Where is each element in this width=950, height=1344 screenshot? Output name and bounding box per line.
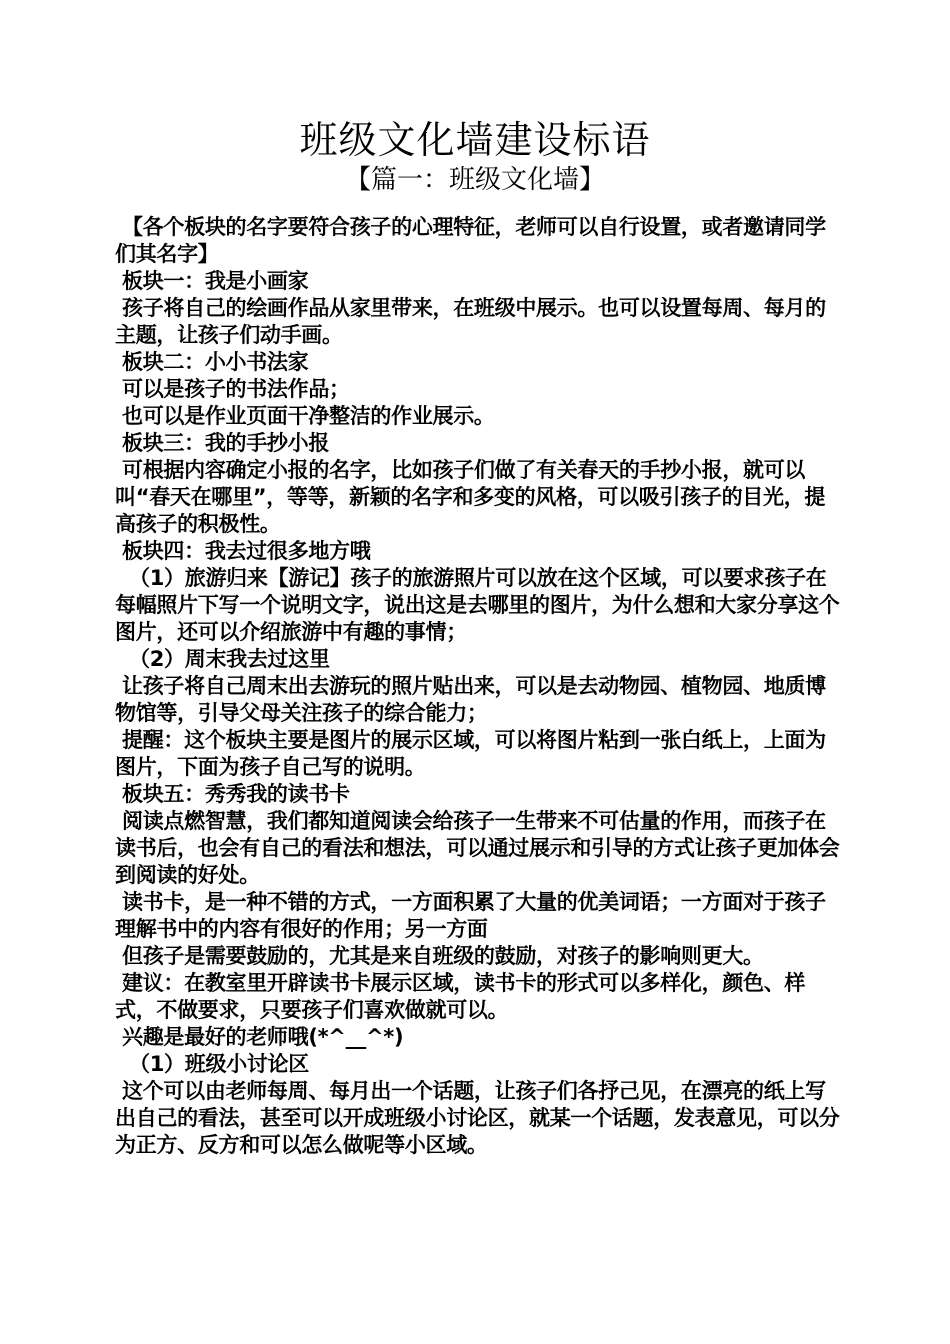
- body-paragraph: 板块五：秀秀我的读书卡: [115, 782, 350, 806]
- body-paragraph: （2）周末我去过这里: [115, 647, 330, 671]
- document-title: 班级文化墙建设标语: [299, 118, 651, 162]
- body-paragraph: 可根据内容确定小报的名字，比如孩子们做了有关春天的手抄小报，就可以叫“春天在哪里”，等等，新颖的名字和多变的风格，可以吸引孩子的目光，提高孩子的积极性。: [115, 458, 826, 536]
- body-paragraph: 也可以是作业页面干净整洁的作业展示。: [115, 404, 495, 428]
- body-paragraph: 板块一：我是小画家: [115, 269, 309, 293]
- body-paragraph: 【各个板块的名字要符合孩子的心理特征，老师可以自行设置，或者邀请同学们其名字】: [115, 215, 826, 266]
- body-paragraph: 让孩子将自己周末出去游玩的照片贴出来，可以是去动物园、植物园、地质博物馆等，引导父母关注孩子的综合能力；: [115, 674, 826, 725]
- body-paragraph: 提醒：这个板块主要是图片的展示区域，可以将图片粘到一张白纸上，上面为图片，下面为孩子自己写的说明。: [115, 728, 826, 779]
- body-paragraph: 这个可以由老师每周、每月出一个话题，让孩子们各抒己见，在漂亮的纸上写出自己的看法，甚至可以开成班级小讨论区，就某一个话题，发表意见，可以分为正方、反方和可以怎么做呢等小区域。: [115, 1079, 840, 1157]
- body-paragraph: 读书卡，是一种不错的方式，一方面积累了大量的优美词语；一方面对于孩子理解书中的内容有很好的作用；另一方面: [115, 890, 826, 941]
- body-paragraph: 但孩子是需要鼓励的，尤其是来自班级的鼓励，对孩子的影响则更大。: [115, 944, 764, 968]
- body-paragraph: 孩子将自己的绘画作品从家里带来，在班级中展示。也可以设置每周、每月的主题，让孩子们动手画。: [115, 296, 826, 347]
- body-paragraph: （1）旅游归来【游记】孩子的旅游照片可以放在这个区域，可以要求孩子在每幅照片下写一个说明文字，说出这是去哪里的图片，为什么想和大家分享这个图片，还可以介绍旅游中有趣的事情；: [115, 566, 840, 644]
- body-paragraph: 板块二：小小书法家: [115, 350, 309, 374]
- body-paragraph: 兴趣是最好的老师哦(*^__^*): [115, 1025, 404, 1049]
- body-paragraph: 建议：在教室里开辟读书卡展示区域，读书卡的形式可以多样化，颜色、样式，不做要求，只要孩子们喜欢做就可以。: [115, 971, 806, 1022]
- body-paragraph: 阅读点燃智慧，我们都知道阅读会给孩子一生带来不可估量的作用，而孩子在读书后，也会有自己的看法和想法，可以通过展示和引导的方式让孩子更加体会到阅读的好处。: [115, 809, 840, 887]
- body-paragraph: 板块四：我去过很多地方哦: [115, 539, 371, 563]
- body-paragraph: （1）班级小讨论区: [115, 1052, 309, 1076]
- body-paragraph: 可以是孩子的书法作品；: [115, 377, 350, 401]
- document-body: [115, 214, 840, 1159]
- document-subtitle: 【篇一：班级文化墙】: [344, 165, 605, 195]
- body-paragraph: 板块三：我的手抄小报: [115, 431, 330, 455]
